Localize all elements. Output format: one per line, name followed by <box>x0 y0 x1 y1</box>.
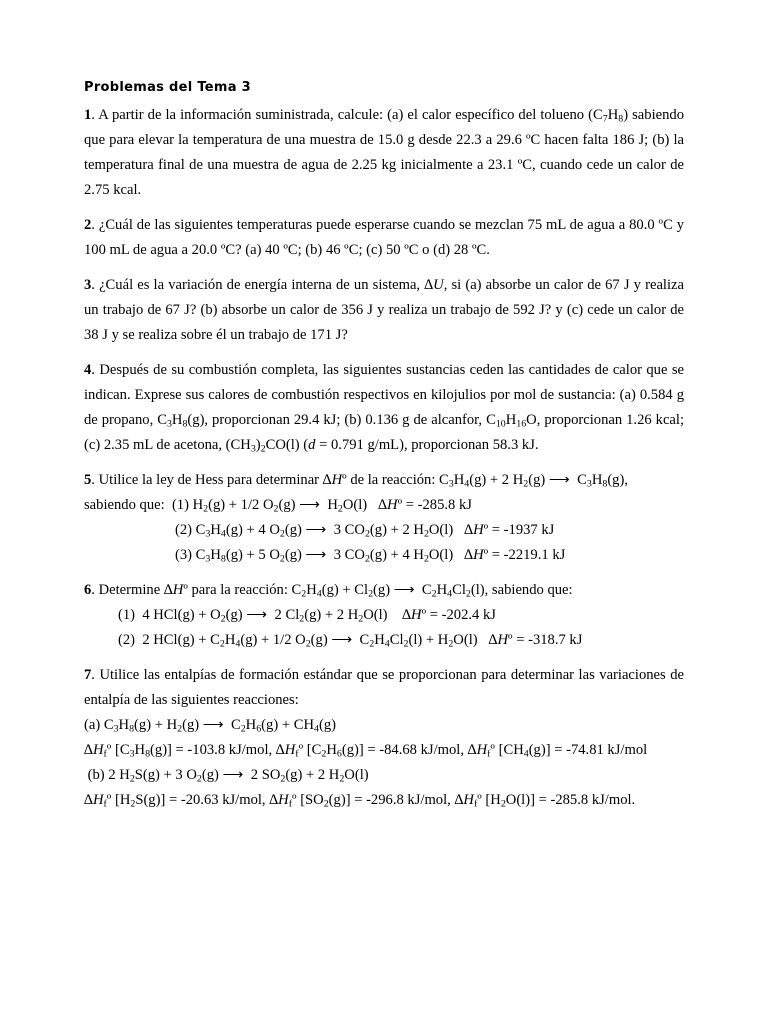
problem-1: 1. A partir de la información suministrada, calcule: (a) el calor específico del tolueno $(C_7H_8)$ sabiendo que para elevar la temperatura de una muestra de 15.0 g desde 22.3 a 29.6 ºC hacen falta 186 J; (b) la temperatura final de una muestra de agua de 2.25 kg inicialmente a 23.1 ºC, cuando cede un calor de 2.75 kcal. <box>84 107 684 198</box>
problem-4: 4. Después de su combustión completa, las siguientes sustancias ceden las cantidades de calor que se indican. Exprese sus calores de combustión respectivos en kilojulios por mol de sustancia: (a) 0.584 g de propano, $C_3H_8(g)$, proporcionan 29.4 kJ; (b) 0.136 g de alcanfor, $C_{10}H_{16}O$, proporcionan 1.26 kcal; (c) 2.35 mL de acetona, $(CH_3)_2CO(l) (d = 0.791$ g/mL), proporcionan 58.3 kJ. <box>84 362 685 455</box>
problem-number: 7 <box>84 667 92 683</box>
problem-5: 5. Utilice la ley de Hess para determinar ∆Hº de la reacción: $C_3H_4(g) + 2$ $H_2(g)$ ⟶ $C_3H_8(g)$, sabiendo que: (1) $H_2(g) + 1/2$ $O_2(g)$ ⟶ $H_2O(l)$ ∆Hº = -285.8 kJ (2) $C_3H_4(g) + 4$ $O_2(g)$ ⟶ 3 $CO_2(g) + 2$ $H_2O(l)$ ∆Hº = -1937 kJ (3) $C_3H_8(g) + 5$ $O_2(g)$ ⟶ 3 $CO_2(g) + 4$ $H_2O(l)$ ∆Hº = -2219.1 kJ <box>84 472 628 565</box>
problem-number: 5 <box>84 472 92 488</box>
problem-number: 4 <box>84 362 92 378</box>
problem-7: 7. Utilice las entalpías de formación estándar que se proporcionan para determinar las variaciones de entalpía de las siguientes reacciones: (a) $C_3H_8(g) + H_2(g)$ ⟶ $C_2H_6(g) + CH_4(g)$ $\Delta H_fº$ $[C_3H_8(g)] = -103.8$ kJ/mol, $\Delta H_fº$ $[C_2H_6(g)] = -84.68$ kJ/mol, $\Delta H_fº$ $[CH_4(g)] = -74.81$ kJ/mol (b) 2 $H_2S(g) + 3$ $O_2(g)$ ⟶ 2 $SO_2(g) + 2$ $H_2O(l)$ $\Delta H_fº$ $[H_2S(g)] = -20.63$ kJ/mol, $\Delta H_fº$ $[SO_2(g)] = -296.8$ kJ/mol, $\Delta H_fº$ $[H_2O(l)] = -285.8$ kJ/mol. <box>84 667 684 810</box>
problem-number: 3 <box>84 277 92 293</box>
problem-3: 3. ¿Cuál es la variación de energía interna de un sistema, ∆U, si (a) absorbe un calor de 67 J y realiza un trabajo de 67 J? (b) absorbe un calor de 356 J y realiza un trabajo de 592 J? y (c) cede un calor de 38 J y se realiza sobre él un trabajo de 171 J? <box>84 277 684 343</box>
problem-6: 6. Determine ∆Hº para la reacción: $C_2H_4(g) + Cl_2(g)$ ⟶ $C_2H_4Cl_2(l)$, sabiendo que: (1) 4 $HCl(g) + O_2(g)$ ⟶ 2 $Cl_2(g) + 2$ $H_2O(l)$ ∆Hº = -202.4 kJ (2) 2 $HCl(g) + C_2H_4(g) + 1/2$ $O_2(g)$ ⟶ $C_2H_4Cl_2(l) + H_2O(l)$ ∆Hº = -318.7 kJ <box>84 582 583 650</box>
problem-number: 6 <box>84 582 92 598</box>
problem-number: 1 <box>84 107 92 123</box>
problem-number: 2 <box>84 217 92 233</box>
page-title: Problemas del Tema 3 <box>84 80 251 95</box>
problem-2: 2. ¿Cuál de las siguientes temperaturas puede esperarse cuando se mezclan 75 mL de agua a 80.0 ºC y 100 mL de agua a 20.0 ºC? (a) 40 ºC; (b) 46 ºC; (c) 50 ºC o (d) 28 ºC. <box>84 217 684 258</box>
